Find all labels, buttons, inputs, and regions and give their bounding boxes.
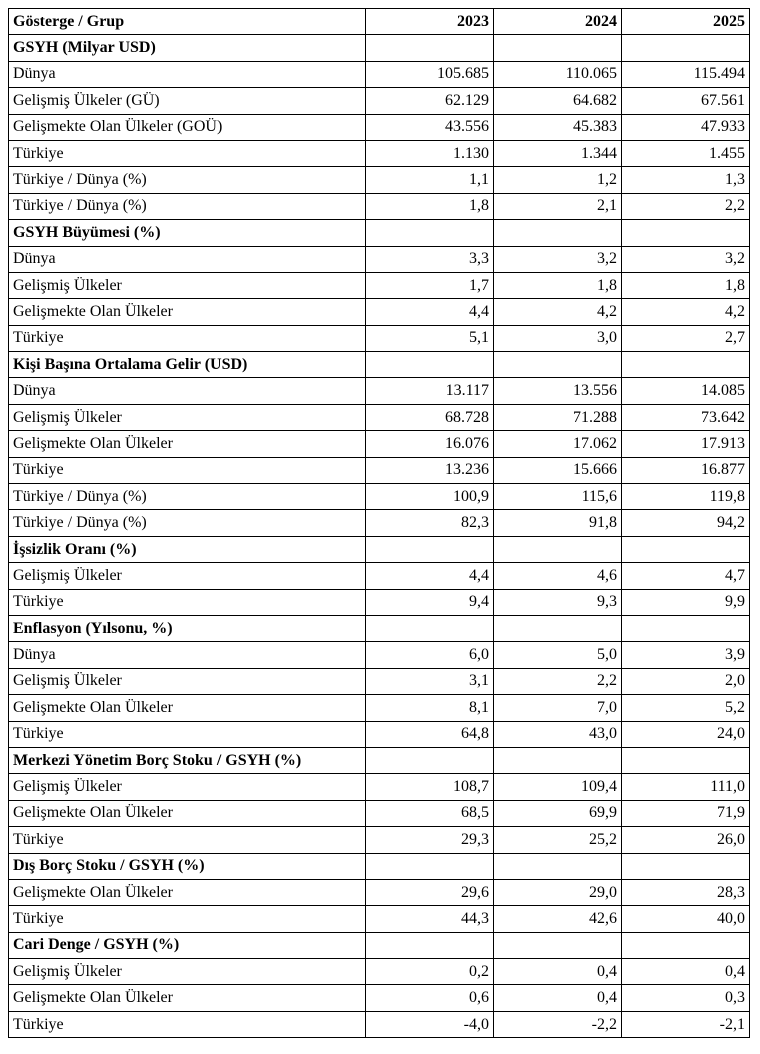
section-header-row: [9, 536, 750, 562]
empty-cell: [622, 352, 750, 378]
table-row: [9, 61, 750, 87]
row-label: Gelişmiş Ülkeler: [9, 404, 366, 430]
value-cell-2024: 3,2: [494, 246, 622, 272]
value-cell-2024: 17.062: [494, 431, 622, 457]
row-label: Gelişmekte Olan Ülkeler: [9, 879, 366, 905]
value-cell-2023: 3,3: [366, 246, 494, 272]
table-row: [9, 695, 750, 721]
section-header-row: [9, 220, 750, 246]
header-row: [9, 9, 750, 35]
table-row: [9, 721, 750, 747]
value-cell-2025: 1,3: [622, 167, 750, 193]
table-row: [9, 431, 750, 457]
table-row: [9, 299, 750, 325]
value-cell-2025: 1.455: [622, 140, 750, 166]
table-row: [9, 272, 750, 298]
value-cell-2024: 42,6: [494, 906, 622, 932]
value-cell-2025: 1,8: [622, 272, 750, 298]
section-header-row: [9, 853, 750, 879]
value-cell-2023: 1,1: [366, 167, 494, 193]
table-row: [9, 193, 750, 219]
value-cell-2025: -2,1: [622, 1011, 750, 1037]
value-cell-2024: 109,4: [494, 774, 622, 800]
header-year-2025: 2025: [622, 9, 750, 35]
value-cell-2024: 25,2: [494, 827, 622, 853]
row-label: Dünya: [9, 378, 366, 404]
table-row: [9, 404, 750, 430]
value-cell-2023: 82,3: [366, 510, 494, 536]
value-cell-2025: 94,2: [622, 510, 750, 536]
empty-cell: [366, 352, 494, 378]
value-cell-2023: 13.236: [366, 457, 494, 483]
empty-cell: [494, 220, 622, 246]
row-label: Türkiye: [9, 589, 366, 615]
row-label: Gelişmiş Ülkeler: [9, 668, 366, 694]
row-label: Gelişmekte Olan Ülkeler: [9, 431, 366, 457]
row-label: Gelişmiş Ülkeler: [9, 563, 366, 589]
value-cell-2023: 9,4: [366, 589, 494, 615]
header-label: Gösterge / Grup: [9, 9, 366, 35]
empty-cell: [494, 352, 622, 378]
value-cell-2024: 115,6: [494, 484, 622, 510]
value-cell-2023: 68.728: [366, 404, 494, 430]
section-title: Kişi Başına Ortalama Gelir (USD): [9, 352, 366, 378]
table-row: [9, 457, 750, 483]
row-label: Türkiye: [9, 140, 366, 166]
value-cell-2023: 108,7: [366, 774, 494, 800]
value-cell-2023: 13.117: [366, 378, 494, 404]
row-label: Dünya: [9, 642, 366, 668]
value-cell-2024: 5,0: [494, 642, 622, 668]
row-label: Türkiye: [9, 906, 366, 932]
section-header-row: [9, 615, 750, 641]
section-title: Dış Borç Stoku / GSYH (%): [9, 853, 366, 879]
value-cell-2024: 2,1: [494, 193, 622, 219]
value-cell-2023: 100,9: [366, 484, 494, 510]
value-cell-2025: 73.642: [622, 404, 750, 430]
empty-cell: [622, 536, 750, 562]
empty-cell: [366, 615, 494, 641]
value-cell-2025: 115.494: [622, 61, 750, 87]
row-label: Gelişmiş Ülkeler (GÜ): [9, 88, 366, 114]
value-cell-2024: 69,9: [494, 800, 622, 826]
empty-cell: [622, 932, 750, 958]
section-title: GSYH Büyümesi (%): [9, 220, 366, 246]
value-cell-2025: 119,8: [622, 484, 750, 510]
value-cell-2024: 43,0: [494, 721, 622, 747]
empty-cell: [494, 932, 622, 958]
value-cell-2024: 1.344: [494, 140, 622, 166]
value-cell-2023: 43.556: [366, 114, 494, 140]
value-cell-2023: 4,4: [366, 563, 494, 589]
row-label: Türkiye / Dünya (%): [9, 484, 366, 510]
row-label: Gelişmiş Ülkeler: [9, 774, 366, 800]
empty-cell: [366, 35, 494, 61]
value-cell-2023: 62.129: [366, 88, 494, 114]
value-cell-2023: 4,4: [366, 299, 494, 325]
value-cell-2024: 0,4: [494, 985, 622, 1011]
row-label: Dünya: [9, 61, 366, 87]
table-row: [9, 879, 750, 905]
section-header-row: [9, 932, 750, 958]
value-cell-2023: 29,6: [366, 879, 494, 905]
row-label: Gelişmekte Olan Ülkeler: [9, 985, 366, 1011]
value-cell-2023: 1.130: [366, 140, 494, 166]
row-label: Gelişmiş Ülkeler: [9, 272, 366, 298]
row-label: Türkiye: [9, 827, 366, 853]
section-header-row: [9, 352, 750, 378]
table-row: [9, 589, 750, 615]
value-cell-2025: 2,0: [622, 668, 750, 694]
empty-cell: [622, 35, 750, 61]
empty-cell: [622, 853, 750, 879]
value-cell-2025: 47.933: [622, 114, 750, 140]
value-cell-2025: 3,9: [622, 642, 750, 668]
table-row: [9, 642, 750, 668]
row-label: Türkiye: [9, 325, 366, 351]
value-cell-2025: 9,9: [622, 589, 750, 615]
value-cell-2023: -4,0: [366, 1011, 494, 1037]
row-label: Türkiye / Dünya (%): [9, 193, 366, 219]
section-title: Cari Denge / GSYH (%): [9, 932, 366, 958]
value-cell-2024: 15.666: [494, 457, 622, 483]
table-row: [9, 959, 750, 985]
empty-cell: [494, 35, 622, 61]
value-cell-2025: 16.877: [622, 457, 750, 483]
table-row: [9, 378, 750, 404]
value-cell-2024: 71.288: [494, 404, 622, 430]
table-row: [9, 1011, 750, 1037]
value-cell-2025: 4,7: [622, 563, 750, 589]
row-label: Dünya: [9, 246, 366, 272]
value-cell-2024: 4,6: [494, 563, 622, 589]
row-label: Gelişmekte Olan Ülkeler (GOÜ): [9, 114, 366, 140]
empty-cell: [494, 853, 622, 879]
value-cell-2024: 0,4: [494, 959, 622, 985]
value-cell-2024: 110.065: [494, 61, 622, 87]
economic-indicators-table: [8, 8, 750, 1038]
table-row: [9, 800, 750, 826]
value-cell-2025: 14.085: [622, 378, 750, 404]
table-body: [9, 35, 750, 1038]
section-header-row: [9, 747, 750, 773]
section-title: İşsizlik Oranı (%): [9, 536, 366, 562]
value-cell-2023: 3,1: [366, 668, 494, 694]
row-label: Türkiye: [9, 1011, 366, 1037]
table-row: [9, 88, 750, 114]
value-cell-2025: 26,0: [622, 827, 750, 853]
value-cell-2024: 4,2: [494, 299, 622, 325]
value-cell-2023: 68,5: [366, 800, 494, 826]
table-row: [9, 246, 750, 272]
table-row: [9, 140, 750, 166]
row-label: Türkiye / Dünya (%): [9, 167, 366, 193]
value-cell-2025: 111,0: [622, 774, 750, 800]
row-label: Gelişmekte Olan Ülkeler: [9, 695, 366, 721]
value-cell-2025: 2,7: [622, 325, 750, 351]
empty-cell: [622, 747, 750, 773]
empty-cell: [494, 536, 622, 562]
empty-cell: [622, 220, 750, 246]
value-cell-2024: 3,0: [494, 325, 622, 351]
value-cell-2023: 16.076: [366, 431, 494, 457]
value-cell-2025: 0,3: [622, 985, 750, 1011]
value-cell-2023: 5,1: [366, 325, 494, 351]
value-cell-2023: 1,8: [366, 193, 494, 219]
row-label: Türkiye: [9, 457, 366, 483]
value-cell-2023: 29,3: [366, 827, 494, 853]
row-label: Türkiye: [9, 721, 366, 747]
section-header-row: [9, 35, 750, 61]
row-label: Gelişmekte Olan Ülkeler: [9, 299, 366, 325]
table-header: [9, 9, 750, 35]
value-cell-2025: 2,2: [622, 193, 750, 219]
value-cell-2025: 24,0: [622, 721, 750, 747]
table-row: [9, 827, 750, 853]
header-year-2024: 2024: [494, 9, 622, 35]
empty-cell: [366, 536, 494, 562]
section-title: Merkezi Yönetim Borç Stoku / GSYH (%): [9, 747, 366, 773]
value-cell-2024: -2,2: [494, 1011, 622, 1037]
value-cell-2025: 4,2: [622, 299, 750, 325]
value-cell-2023: 105.685: [366, 61, 494, 87]
value-cell-2023: 0,6: [366, 985, 494, 1011]
value-cell-2024: 9,3: [494, 589, 622, 615]
header-year-2023: 2023: [366, 9, 494, 35]
empty-cell: [366, 747, 494, 773]
value-cell-2024: 1,2: [494, 167, 622, 193]
table-row: [9, 985, 750, 1011]
table-row: [9, 774, 750, 800]
value-cell-2024: 1,8: [494, 272, 622, 298]
value-cell-2025: 0,4: [622, 959, 750, 985]
empty-cell: [494, 747, 622, 773]
value-cell-2024: 45.383: [494, 114, 622, 140]
table-row: [9, 484, 750, 510]
row-label: Gelişmiş Ülkeler: [9, 959, 366, 985]
value-cell-2023: 1,7: [366, 272, 494, 298]
value-cell-2024: 13.556: [494, 378, 622, 404]
table-row: [9, 510, 750, 536]
table-row: [9, 906, 750, 932]
value-cell-2025: 71,9: [622, 800, 750, 826]
value-cell-2024: 2,2: [494, 668, 622, 694]
value-cell-2024: 91,8: [494, 510, 622, 536]
table-row: [9, 167, 750, 193]
value-cell-2025: 3,2: [622, 246, 750, 272]
section-title: GSYH (Milyar USD): [9, 35, 366, 61]
value-cell-2025: 67.561: [622, 88, 750, 114]
section-title: Enflasyon (Yılsonu, %): [9, 615, 366, 641]
empty-cell: [622, 615, 750, 641]
row-label: Gelişmekte Olan Ülkeler: [9, 800, 366, 826]
value-cell-2025: 28,3: [622, 879, 750, 905]
empty-cell: [366, 932, 494, 958]
empty-cell: [366, 220, 494, 246]
value-cell-2023: 6,0: [366, 642, 494, 668]
table-row: [9, 325, 750, 351]
value-cell-2024: 64.682: [494, 88, 622, 114]
row-label: Türkiye / Dünya (%): [9, 510, 366, 536]
table-row: [9, 668, 750, 694]
empty-cell: [494, 615, 622, 641]
value-cell-2024: 29,0: [494, 879, 622, 905]
table-row: [9, 114, 750, 140]
value-cell-2023: 8,1: [366, 695, 494, 721]
value-cell-2025: 40,0: [622, 906, 750, 932]
value-cell-2023: 64,8: [366, 721, 494, 747]
value-cell-2025: 17.913: [622, 431, 750, 457]
value-cell-2023: 44,3: [366, 906, 494, 932]
value-cell-2025: 5,2: [622, 695, 750, 721]
value-cell-2024: 7,0: [494, 695, 622, 721]
empty-cell: [366, 853, 494, 879]
table-row: [9, 563, 750, 589]
value-cell-2023: 0,2: [366, 959, 494, 985]
